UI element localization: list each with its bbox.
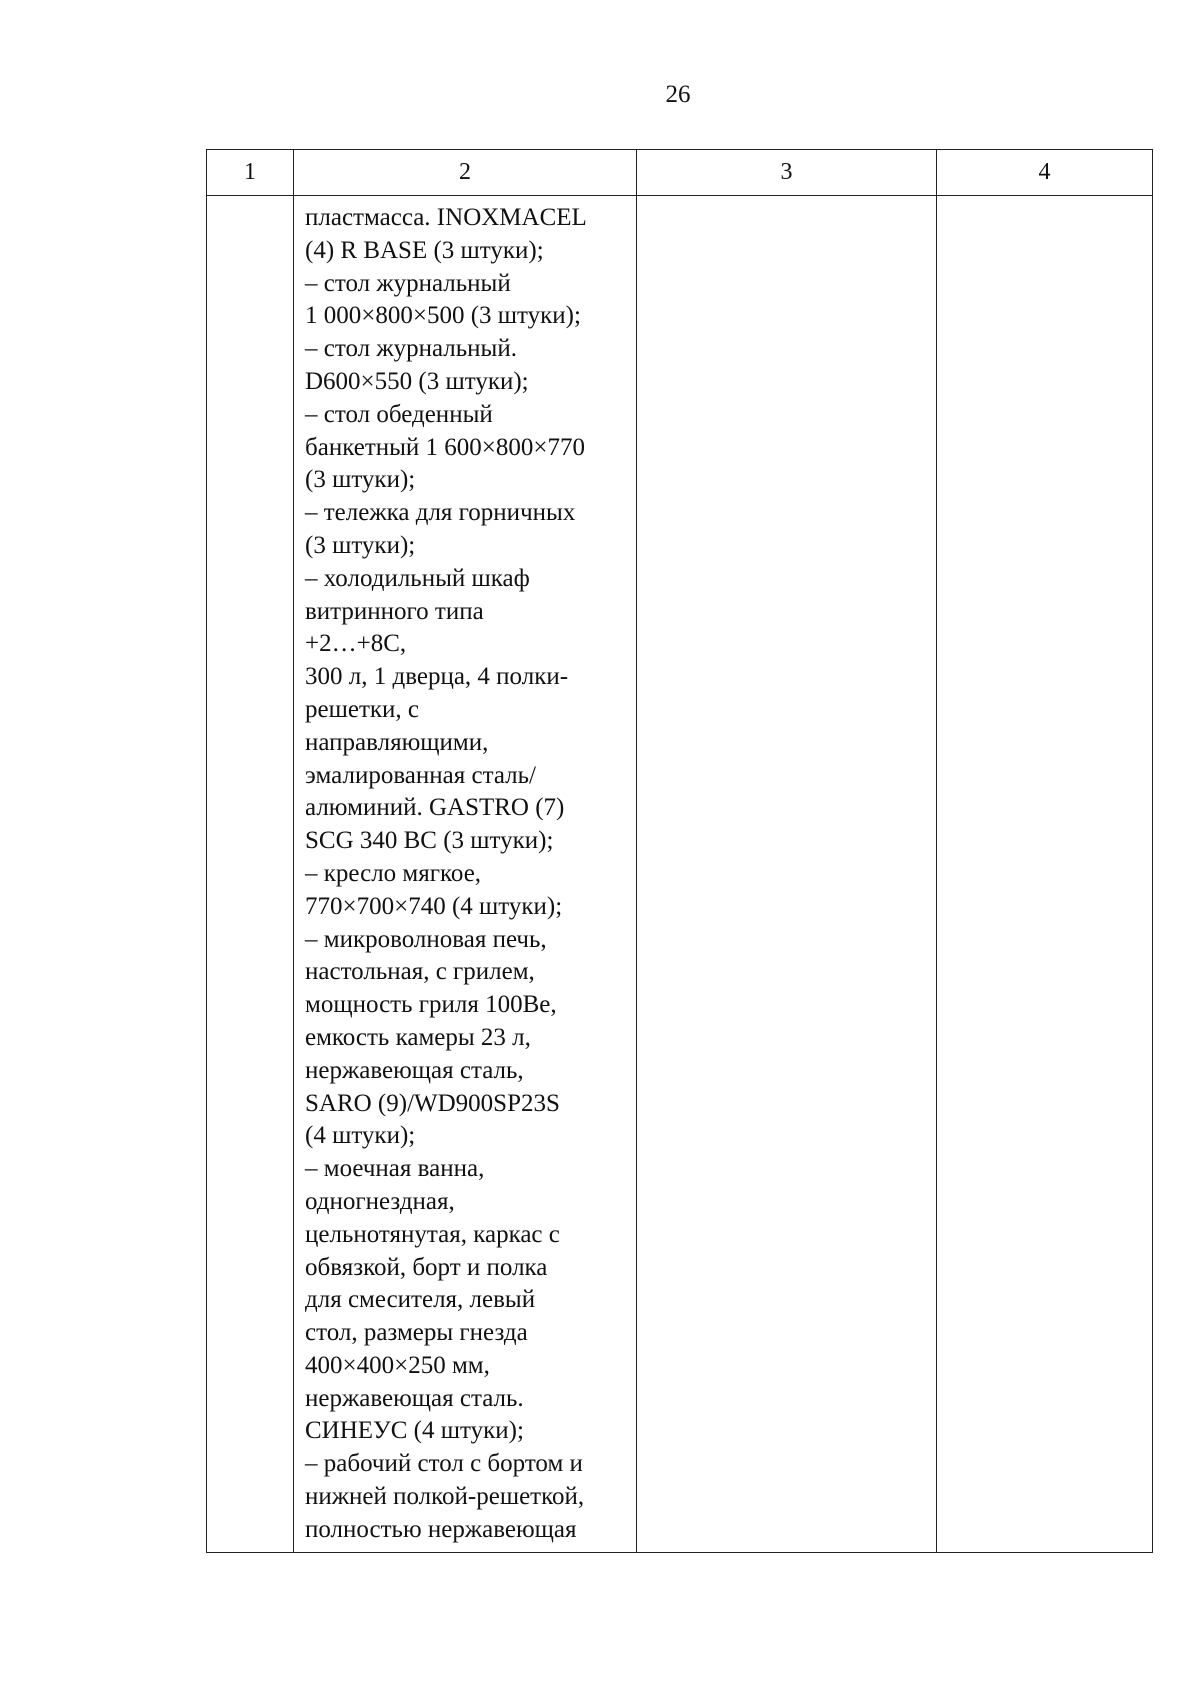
text-line: – стол обеденный bbox=[305, 400, 493, 428]
equipment-list bbox=[294, 196, 636, 1547]
text-line: нержавеющая сталь, bbox=[305, 1056, 524, 1084]
text-line: цельнотянутая, каркас с bbox=[305, 1220, 560, 1248]
text-line: – стол журнальный. bbox=[305, 335, 517, 363]
text-line: – холодильный шкаф bbox=[305, 564, 530, 592]
column-header-1: 1 bbox=[207, 150, 294, 196]
table-header-row bbox=[207, 150, 1153, 196]
text-line: полностью нержавеющая bbox=[305, 1515, 577, 1543]
text-line: – стол журнальный bbox=[305, 269, 511, 297]
text-line: SCG 340 BC (3 штуки); bbox=[305, 827, 554, 855]
table-row bbox=[207, 196, 1153, 1553]
text-line: нижней полкой-решеткой, bbox=[305, 1483, 585, 1511]
text-line: СИНЕУС (4 штуки); bbox=[305, 1417, 524, 1445]
text-line: стол, размеры гнезда bbox=[305, 1319, 528, 1347]
text-line: эмалированная сталь/ bbox=[305, 761, 536, 789]
equipment-table bbox=[206, 149, 1153, 1553]
text-line: – микроволновая печь, bbox=[305, 925, 547, 953]
column-header-2: 2 bbox=[294, 150, 637, 196]
text-line: SARO (9)/WD900SP23S bbox=[305, 1089, 560, 1117]
text-line: D600×550 (3 штуки); bbox=[305, 367, 529, 395]
text-line: банкетный 1 600×800×770 bbox=[305, 433, 585, 461]
text-line: нержавеющая сталь. bbox=[305, 1384, 524, 1412]
text-line: – кресло мягкое, bbox=[305, 859, 482, 887]
text-line: направляющими, bbox=[305, 728, 489, 756]
page-number: 26 bbox=[665, 81, 691, 108]
text-line: – моечная ванна, bbox=[305, 1155, 485, 1183]
text-line: – тележка для горничных bbox=[305, 499, 576, 527]
text-line: емкость камеры 23 л, bbox=[305, 1023, 531, 1051]
text-line: алюминий. GASTRO (7) bbox=[305, 794, 565, 822]
text-line: (3 штуки); bbox=[305, 531, 416, 559]
text-line: +2…+8С, bbox=[305, 630, 407, 658]
column-4-cell bbox=[937, 196, 1153, 1553]
text-line: (3 штуки); bbox=[305, 466, 416, 494]
text-line: обвязкой, борт и полка bbox=[305, 1253, 548, 1281]
column-3-cell bbox=[637, 196, 937, 1553]
text-line: (4 штуки); bbox=[305, 1122, 416, 1150]
text-line: 1 000×800×500 (3 штуки); bbox=[305, 302, 581, 330]
text-line: 770×700×740 (4 штуки); bbox=[305, 892, 563, 920]
column-header-4: 4 bbox=[937, 150, 1153, 196]
text-line: решетки, с bbox=[305, 695, 419, 723]
text-line: 300 л, 1 дверца, 4 полки- bbox=[305, 663, 569, 691]
text-line: одногнездная, bbox=[305, 1187, 455, 1215]
text-line: настольная, с грилем, bbox=[305, 958, 535, 986]
text-line: для смесителя, левый bbox=[305, 1286, 536, 1314]
text-line: витринного типа bbox=[305, 597, 484, 625]
text-line: пластмасса. INOXMACEL bbox=[305, 204, 587, 231]
text-line: (4) R BASE (3 штуки); bbox=[305, 236, 544, 264]
text-line: мощность гриля 100Вe, bbox=[305, 991, 557, 1019]
column-header-3: 3 bbox=[637, 150, 937, 196]
column-1-cell bbox=[207, 196, 294, 1553]
text-line: – рабочий стол с бортом и bbox=[305, 1450, 583, 1478]
text-line: 400×400×250 мм, bbox=[305, 1351, 490, 1379]
column-2-cell bbox=[294, 196, 637, 1553]
